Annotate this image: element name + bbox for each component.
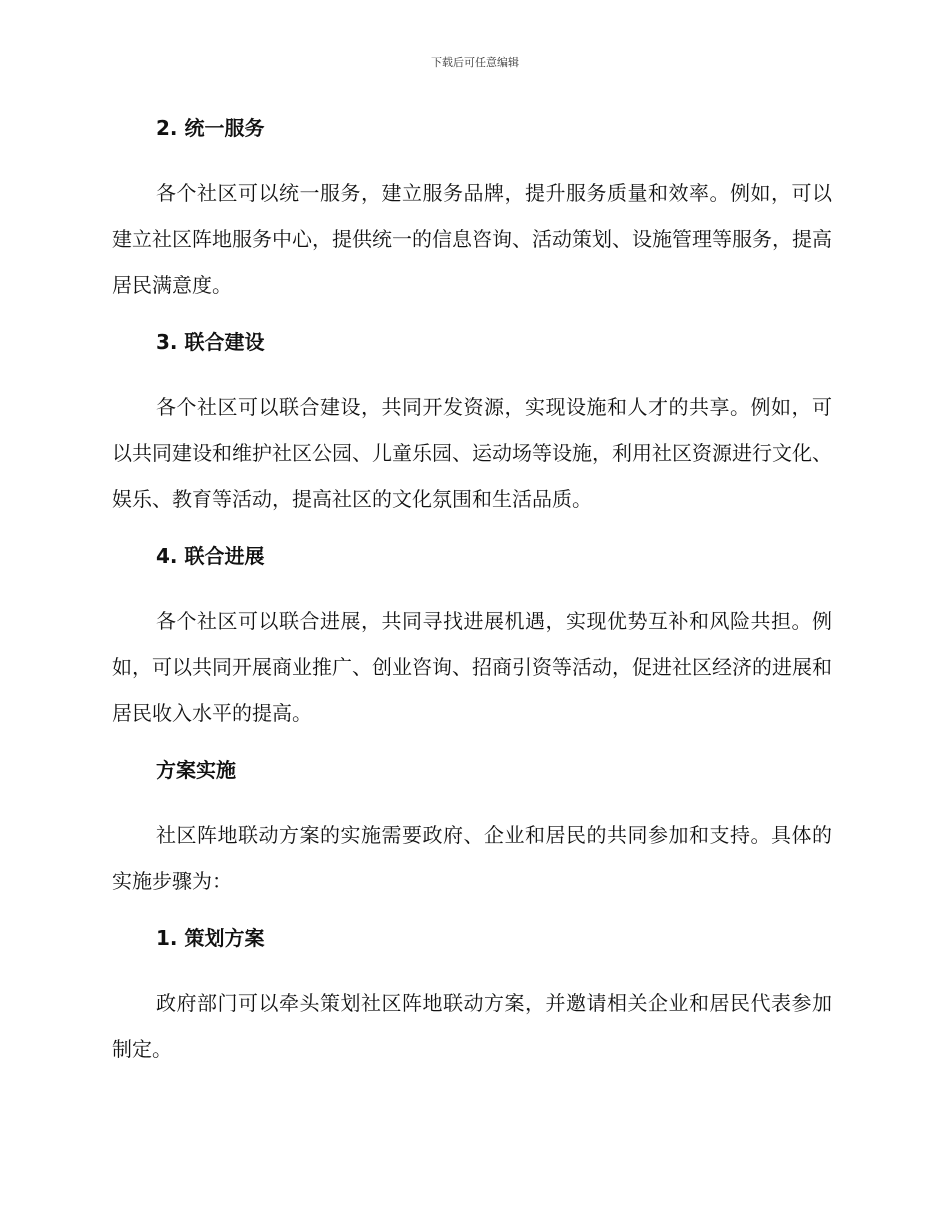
section-heading-joint-construction: 3. 联合建设 bbox=[156, 330, 265, 354]
section-paragraph-joint-development: 各个社区可以联合进展，共同寻找进展机遇，实现优势互补和风险共担。例如，可以共同开展商业推广、创业咨询、招商引资等活动，促进社区经济的进展和居民收入水平的提高。 bbox=[112, 609, 832, 725]
page-header: 下载后可任意编辑 bbox=[431, 56, 519, 69]
document-body bbox=[112, 112, 832, 1072]
section-paragraph-joint-construction: 各个社区可以联合建设，共同开发资源，实现设施和人才的共享。例如，可以共同建设和维护社区公园、儿童乐园、运动场等设施，利用社区资源进行文化、娱乐、教育等活动，提高社区的文化氛围和生活品质。 bbox=[112, 395, 832, 511]
section-heading-implementation: 方案实施 bbox=[156, 758, 236, 782]
section-paragraph-planning: 政府部门可以牵头策划社区阵地联动方案，并邀请相关企业和居民代表参加制定。 bbox=[112, 991, 832, 1061]
section-heading-unified-service: 2. 统一服务 bbox=[156, 116, 265, 140]
section-heading-planning: 1. 策划方案 bbox=[156, 926, 265, 950]
section-paragraph-implementation: 社区阵地联动方案的实施需要政府、企业和居民的共同参加和支持。具体的实施步骤为： bbox=[112, 823, 832, 893]
section-paragraph-unified-service: 各个社区可以统一服务，建立服务品牌，提升服务质量和效率。例如，可以建立社区阵地服务中心，提供统一的信息咨询、活动策划、设施管理等服务，提高居民满意度。 bbox=[112, 181, 832, 297]
section-heading-joint-development: 4. 联合进展 bbox=[156, 544, 265, 568]
